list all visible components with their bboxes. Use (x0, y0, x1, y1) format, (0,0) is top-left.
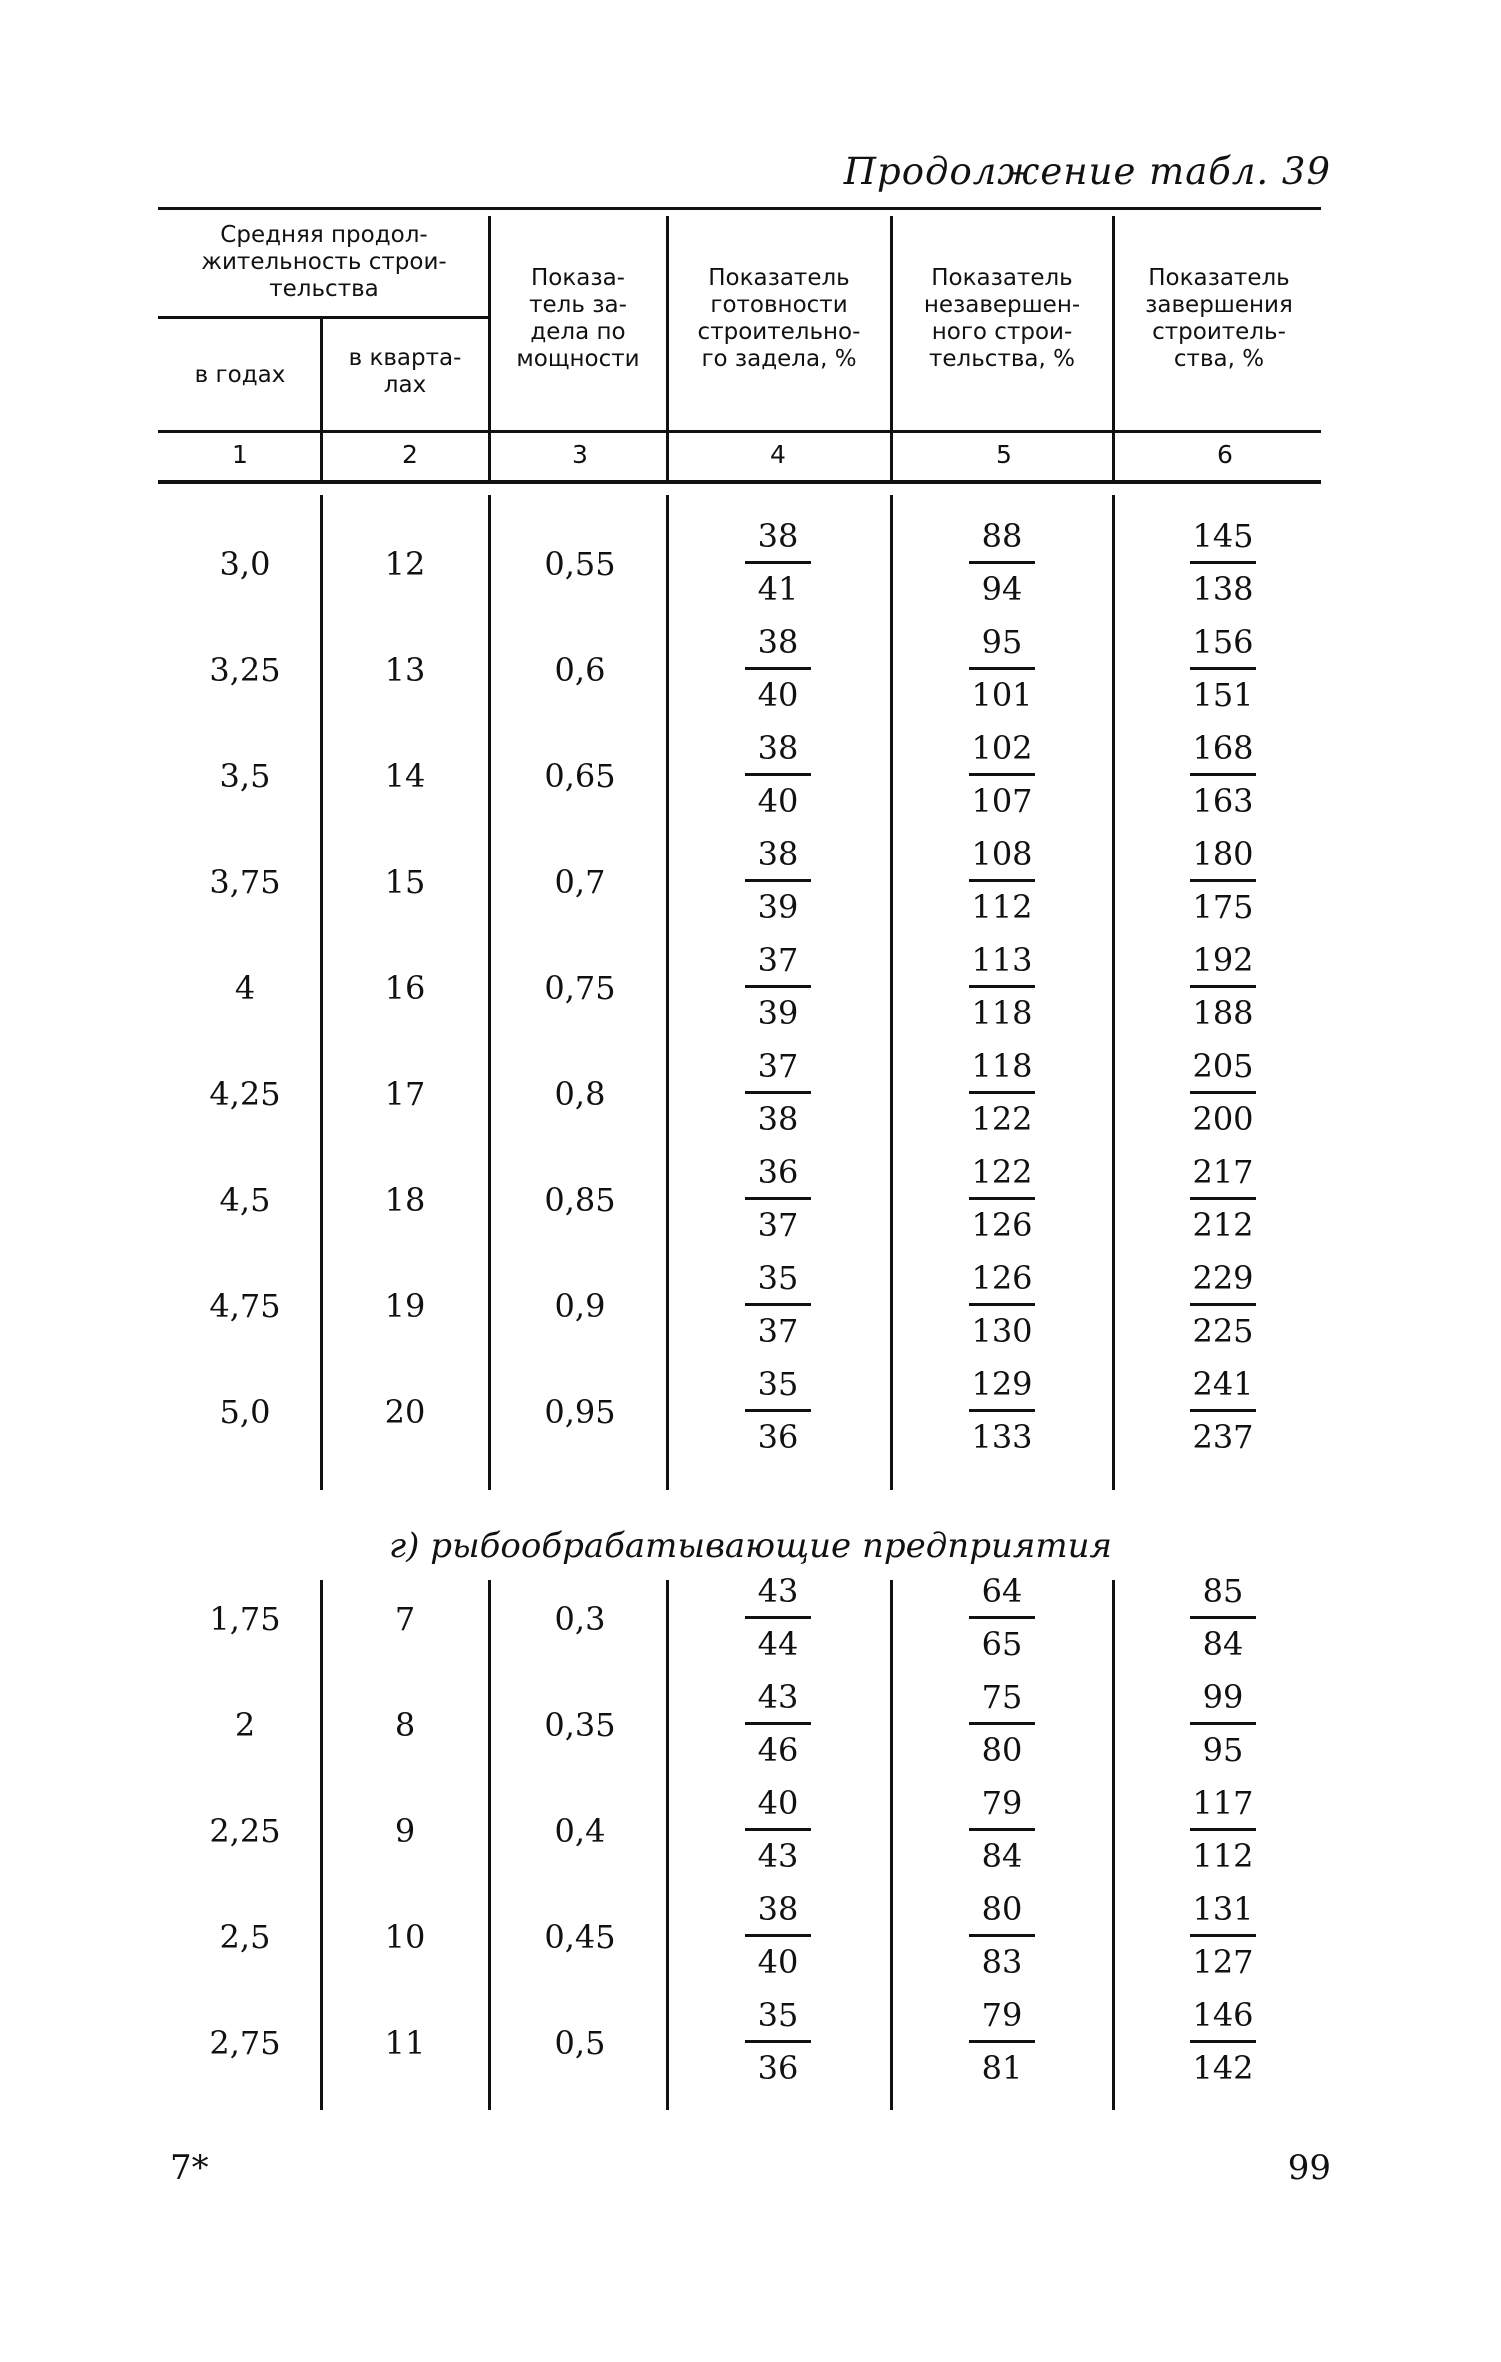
fraction-bar (969, 773, 1035, 776)
fraction-numerator: 75 (981, 1678, 1023, 1716)
cell-completion (1178, 1045, 1268, 1140)
fraction-bar (969, 2040, 1035, 2043)
cell-quarters: 8 (394, 1706, 416, 1744)
fraction-numerator: 64 (981, 1572, 1023, 1610)
fraction-bar (969, 1934, 1035, 1937)
column-number: 5 (996, 440, 1012, 469)
fraction-denominator: 175 (1192, 888, 1254, 926)
fraction-numerator: 131 (1192, 1890, 1254, 1928)
cell-capacity-ratio: 0,3 (554, 1600, 606, 1638)
fraction-bar (969, 667, 1035, 670)
cell-quarters: 9 (394, 1812, 416, 1850)
fraction-numerator: 37 (757, 1047, 799, 1085)
cell-capacity-ratio: 0,9 (554, 1287, 606, 1325)
fraction-denominator: 133 (971, 1418, 1033, 1456)
fraction-numerator: 35 (757, 1996, 799, 2034)
fraction-numerator: 156 (1192, 623, 1254, 661)
cell-unfinished (957, 621, 1047, 716)
fraction-bar (1190, 2040, 1256, 2043)
cell-capacity-ratio: 0,65 (544, 757, 616, 795)
fraction-denominator: 37 (757, 1206, 799, 1244)
fraction-numerator: 36 (757, 1153, 799, 1191)
cell-quarters: 17 (384, 1075, 426, 1113)
body-divider (488, 1580, 491, 2110)
fraction-denominator: 38 (757, 1100, 799, 1138)
cell-years: 2,5 (219, 1918, 271, 1956)
fraction-numerator: 108 (971, 835, 1033, 873)
cell-years: 4,75 (209, 1287, 281, 1325)
cell-completion (1178, 1782, 1268, 1877)
cell-unfinished (957, 1888, 1047, 1983)
fraction-denominator: 142 (1192, 2049, 1254, 2087)
cell-readiness (733, 1151, 823, 1246)
fraction-denominator: 36 (757, 2049, 799, 2087)
column-number: 6 (1217, 440, 1233, 469)
cell-quarters: 16 (384, 969, 426, 1007)
cell-unfinished (957, 1363, 1047, 1458)
cell-capacity-ratio: 0,35 (544, 1706, 616, 1744)
fraction-bar (1190, 1303, 1256, 1306)
body-divider (1112, 1580, 1115, 2110)
cell-unfinished (957, 833, 1047, 928)
cell-years: 3,75 (209, 863, 281, 901)
cell-completion (1178, 1151, 1268, 1246)
cell-years: 4,5 (219, 1181, 271, 1219)
fraction-bar (1190, 1616, 1256, 1619)
fraction-denominator: 127 (1192, 1943, 1254, 1981)
cell-capacity-ratio: 0,6 (554, 651, 606, 689)
fraction-numerator: 38 (757, 729, 799, 767)
cell-unfinished (957, 1994, 1047, 2089)
fraction-numerator: 102 (971, 729, 1033, 767)
cell-completion (1178, 1363, 1268, 1458)
fraction-denominator: 237 (1192, 1418, 1254, 1456)
cell-readiness (733, 727, 823, 822)
fraction-denominator: 81 (981, 2049, 1023, 2087)
fraction-denominator: 37 (757, 1312, 799, 1350)
cell-quarters: 15 (384, 863, 426, 901)
fraction-bar (745, 1409, 811, 1412)
fraction-denominator: 43 (757, 1837, 799, 1875)
cell-years: 3,5 (219, 757, 271, 795)
fraction-numerator: 118 (971, 1047, 1033, 1085)
fraction-bar (745, 561, 811, 564)
cell-completion (1178, 727, 1268, 822)
fraction-bar (1190, 1409, 1256, 1412)
fraction-numerator: 38 (757, 835, 799, 873)
fraction-denominator: 40 (757, 676, 799, 714)
fraction-bar (1190, 1091, 1256, 1094)
body-divider (1112, 495, 1115, 1490)
cell-readiness (733, 621, 823, 716)
cell-quarters: 10 (384, 1918, 426, 1956)
fraction-bar (969, 561, 1035, 564)
fraction-numerator: 35 (757, 1259, 799, 1297)
fraction-denominator: 39 (757, 888, 799, 926)
cell-capacity-ratio: 0,4 (554, 1812, 606, 1850)
fraction-numerator: 145 (1192, 517, 1254, 555)
fraction-bar (745, 1616, 811, 1619)
cell-years: 5,0 (219, 1393, 271, 1431)
fraction-bar (745, 1934, 811, 1937)
cell-unfinished (957, 515, 1047, 610)
fraction-bar (969, 1828, 1035, 1831)
fraction-denominator: 112 (971, 888, 1033, 926)
fraction-bar (1190, 1934, 1256, 1937)
fraction-numerator: 129 (971, 1365, 1033, 1403)
cell-readiness (733, 1570, 823, 1665)
fraction-bar (969, 1616, 1035, 1619)
top-rule (158, 207, 1321, 210)
fraction-denominator: 65 (981, 1625, 1023, 1663)
fraction-numerator: 205 (1192, 1047, 1254, 1085)
cell-unfinished (957, 1151, 1047, 1246)
fraction-numerator: 117 (1192, 1784, 1254, 1822)
column-number: 2 (402, 440, 418, 469)
cell-completion (1178, 1676, 1268, 1771)
cell-capacity-ratio: 0,5 (554, 2024, 606, 2062)
header-completion: Показатель завершения строитель- ства, % (1145, 265, 1293, 372)
header-capacity-ratio: Показа- тель за- дела по мощности (516, 265, 640, 372)
page-number: 99 (1287, 2148, 1331, 2188)
fraction-denominator: 200 (1192, 1100, 1254, 1138)
fraction-numerator: 38 (757, 623, 799, 661)
cell-years: 2 (234, 1706, 256, 1744)
fraction-bar (745, 1303, 811, 1306)
fraction-bar (969, 1197, 1035, 1200)
fraction-numerator: 38 (757, 517, 799, 555)
fraction-denominator: 36 (757, 1418, 799, 1456)
cell-readiness (733, 1676, 823, 1771)
cell-years: 4,25 (209, 1075, 281, 1113)
fraction-denominator: 112 (1192, 1837, 1254, 1875)
cell-completion (1178, 1994, 1268, 2089)
signature-mark: 7* (170, 2148, 209, 2188)
fraction-bar (745, 2040, 811, 2043)
cell-completion (1178, 621, 1268, 716)
fraction-denominator: 44 (757, 1625, 799, 1663)
cell-unfinished (957, 1676, 1047, 1771)
fraction-numerator: 79 (981, 1996, 1023, 2034)
fraction-denominator: 83 (981, 1943, 1023, 1981)
fraction-denominator: 225 (1192, 1312, 1254, 1350)
cell-unfinished (957, 939, 1047, 1034)
cell-years: 1,75 (209, 1600, 281, 1638)
cell-capacity-ratio: 0,8 (554, 1075, 606, 1113)
fraction-denominator: 95 (1202, 1731, 1244, 1769)
fraction-numerator: 168 (1192, 729, 1254, 767)
cell-readiness (733, 1363, 823, 1458)
fraction-bar (745, 667, 811, 670)
body-divider (666, 495, 669, 1490)
cell-quarters: 11 (384, 2024, 426, 2062)
group-underline (158, 316, 488, 319)
fraction-denominator: 41 (757, 570, 799, 608)
cell-completion (1178, 1570, 1268, 1665)
fraction-bar (1190, 667, 1256, 670)
fraction-numerator: 99 (1202, 1678, 1244, 1716)
header-bottom-rule (158, 430, 1321, 433)
cell-quarters: 12 (384, 545, 426, 583)
fraction-bar (1190, 1828, 1256, 1831)
body-divider (320, 1580, 323, 2110)
fraction-numerator: 40 (757, 1784, 799, 1822)
fraction-denominator: 80 (981, 1731, 1023, 1769)
fraction-denominator: 163 (1192, 782, 1254, 820)
fraction-bar (969, 1091, 1035, 1094)
fraction-numerator: 180 (1192, 835, 1254, 873)
cell-unfinished (957, 1570, 1047, 1665)
cell-quarters: 7 (394, 1600, 416, 1638)
cell-readiness (733, 1994, 823, 2089)
fraction-numerator: 43 (757, 1572, 799, 1610)
fraction-denominator: 46 (757, 1731, 799, 1769)
cell-capacity-ratio: 0,7 (554, 863, 606, 901)
fraction-bar (1190, 561, 1256, 564)
fraction-bar (1190, 1197, 1256, 1200)
fraction-bar (745, 1828, 811, 1831)
fraction-denominator: 118 (971, 994, 1033, 1032)
cell-unfinished (957, 1782, 1047, 1877)
cell-completion (1178, 833, 1268, 928)
cell-unfinished (957, 727, 1047, 822)
fraction-denominator: 151 (1192, 676, 1254, 714)
cell-quarters: 13 (384, 651, 426, 689)
cell-years: 2,25 (209, 1812, 281, 1850)
cell-years: 2,75 (209, 2024, 281, 2062)
fraction-bar (745, 1722, 811, 1725)
cell-readiness (733, 1257, 823, 1352)
fraction-denominator: 94 (981, 570, 1023, 608)
fraction-numerator: 43 (757, 1678, 799, 1716)
cell-readiness (733, 1782, 823, 1877)
cell-readiness (733, 939, 823, 1034)
cell-unfinished (957, 1045, 1047, 1140)
fraction-numerator: 113 (971, 941, 1033, 979)
fraction-numerator: 229 (1192, 1259, 1254, 1297)
fraction-denominator: 212 (1192, 1206, 1254, 1244)
table-caption: Продолжение табл. 39 (843, 150, 1331, 193)
cell-completion (1178, 1888, 1268, 1983)
cell-capacity-ratio: 0,85 (544, 1181, 616, 1219)
fraction-bar (969, 1722, 1035, 1725)
fraction-bar (745, 985, 811, 988)
fraction-bar (969, 879, 1035, 882)
header-years: в годах (194, 362, 286, 388)
fraction-denominator: 101 (971, 676, 1033, 714)
fraction-bar (745, 879, 811, 882)
fraction-denominator: 40 (757, 1943, 799, 1981)
cell-quarters: 20 (384, 1393, 426, 1431)
fraction-numerator: 95 (981, 623, 1023, 661)
column-number: 1 (232, 440, 248, 469)
fraction-bar (745, 773, 811, 776)
cell-quarters: 18 (384, 1181, 426, 1219)
body-divider (890, 1580, 893, 2110)
fraction-bar (969, 985, 1035, 988)
body-divider (890, 495, 893, 1490)
header-readiness: Показатель готовности строительно- го задела, % (697, 265, 861, 372)
cell-capacity-ratio: 0,55 (544, 545, 616, 583)
body-divider (666, 1580, 669, 2110)
cell-capacity-ratio: 0,95 (544, 1393, 616, 1431)
cell-years: 3,25 (209, 651, 281, 689)
cell-capacity-ratio: 0,75 (544, 969, 616, 1007)
fraction-bar (969, 1303, 1035, 1306)
cell-years: 3,0 (219, 545, 271, 583)
fraction-bar (745, 1091, 811, 1094)
fraction-bar (969, 1409, 1035, 1412)
header-unfinished: Показатель незавершен- ного строи- тельства, % (923, 265, 1081, 372)
header-quarters: в кварта- лах (348, 345, 462, 398)
fraction-denominator: 107 (971, 782, 1033, 820)
cell-unfinished (957, 1257, 1047, 1352)
cell-years: 4 (234, 969, 256, 1007)
fraction-numerator: 37 (757, 941, 799, 979)
column-number: 4 (770, 440, 786, 469)
body-divider (320, 495, 323, 1490)
fraction-denominator: 130 (971, 1312, 1033, 1350)
cell-readiness (733, 1888, 823, 1983)
fraction-denominator: 122 (971, 1100, 1033, 1138)
cell-quarters: 14 (384, 757, 426, 795)
fraction-numerator: 80 (981, 1890, 1023, 1928)
cell-capacity-ratio: 0,45 (544, 1918, 616, 1956)
fraction-numerator: 122 (971, 1153, 1033, 1191)
cell-readiness (733, 833, 823, 928)
cell-completion (1178, 1257, 1268, 1352)
fraction-numerator: 241 (1192, 1365, 1254, 1403)
column-number: 3 (572, 440, 588, 469)
body-divider (488, 495, 491, 1490)
fraction-denominator: 126 (971, 1206, 1033, 1244)
fraction-numerator: 192 (1192, 941, 1254, 979)
fraction-bar (1190, 773, 1256, 776)
cell-completion (1178, 939, 1268, 1034)
fraction-denominator: 40 (757, 782, 799, 820)
cell-completion (1178, 515, 1268, 610)
fraction-numerator: 146 (1192, 1996, 1254, 2034)
fraction-denominator: 188 (1192, 994, 1254, 1032)
fraction-denominator: 39 (757, 994, 799, 1032)
fraction-bar (1190, 879, 1256, 882)
cell-quarters: 19 (384, 1287, 426, 1325)
header-duration-group: Средняя продол- жительность строи- тельства (201, 222, 447, 302)
fraction-numerator: 79 (981, 1784, 1023, 1822)
fraction-bar (1190, 985, 1256, 988)
fraction-numerator: 88 (981, 517, 1023, 555)
colnum-rule (158, 480, 1321, 484)
fraction-denominator: 138 (1192, 570, 1254, 608)
section-title: г) рыбообрабатывающие предприятия (388, 1526, 1113, 1566)
fraction-numerator: 217 (1192, 1153, 1254, 1191)
fraction-numerator: 38 (757, 1890, 799, 1928)
fraction-numerator: 35 (757, 1365, 799, 1403)
cell-readiness (733, 1045, 823, 1140)
fraction-bar (1190, 1722, 1256, 1725)
cell-readiness (733, 515, 823, 610)
fraction-denominator: 84 (1202, 1625, 1244, 1663)
fraction-bar (745, 1197, 811, 1200)
fraction-numerator: 126 (971, 1259, 1033, 1297)
fraction-denominator: 84 (981, 1837, 1023, 1875)
fraction-numerator: 85 (1202, 1572, 1244, 1610)
